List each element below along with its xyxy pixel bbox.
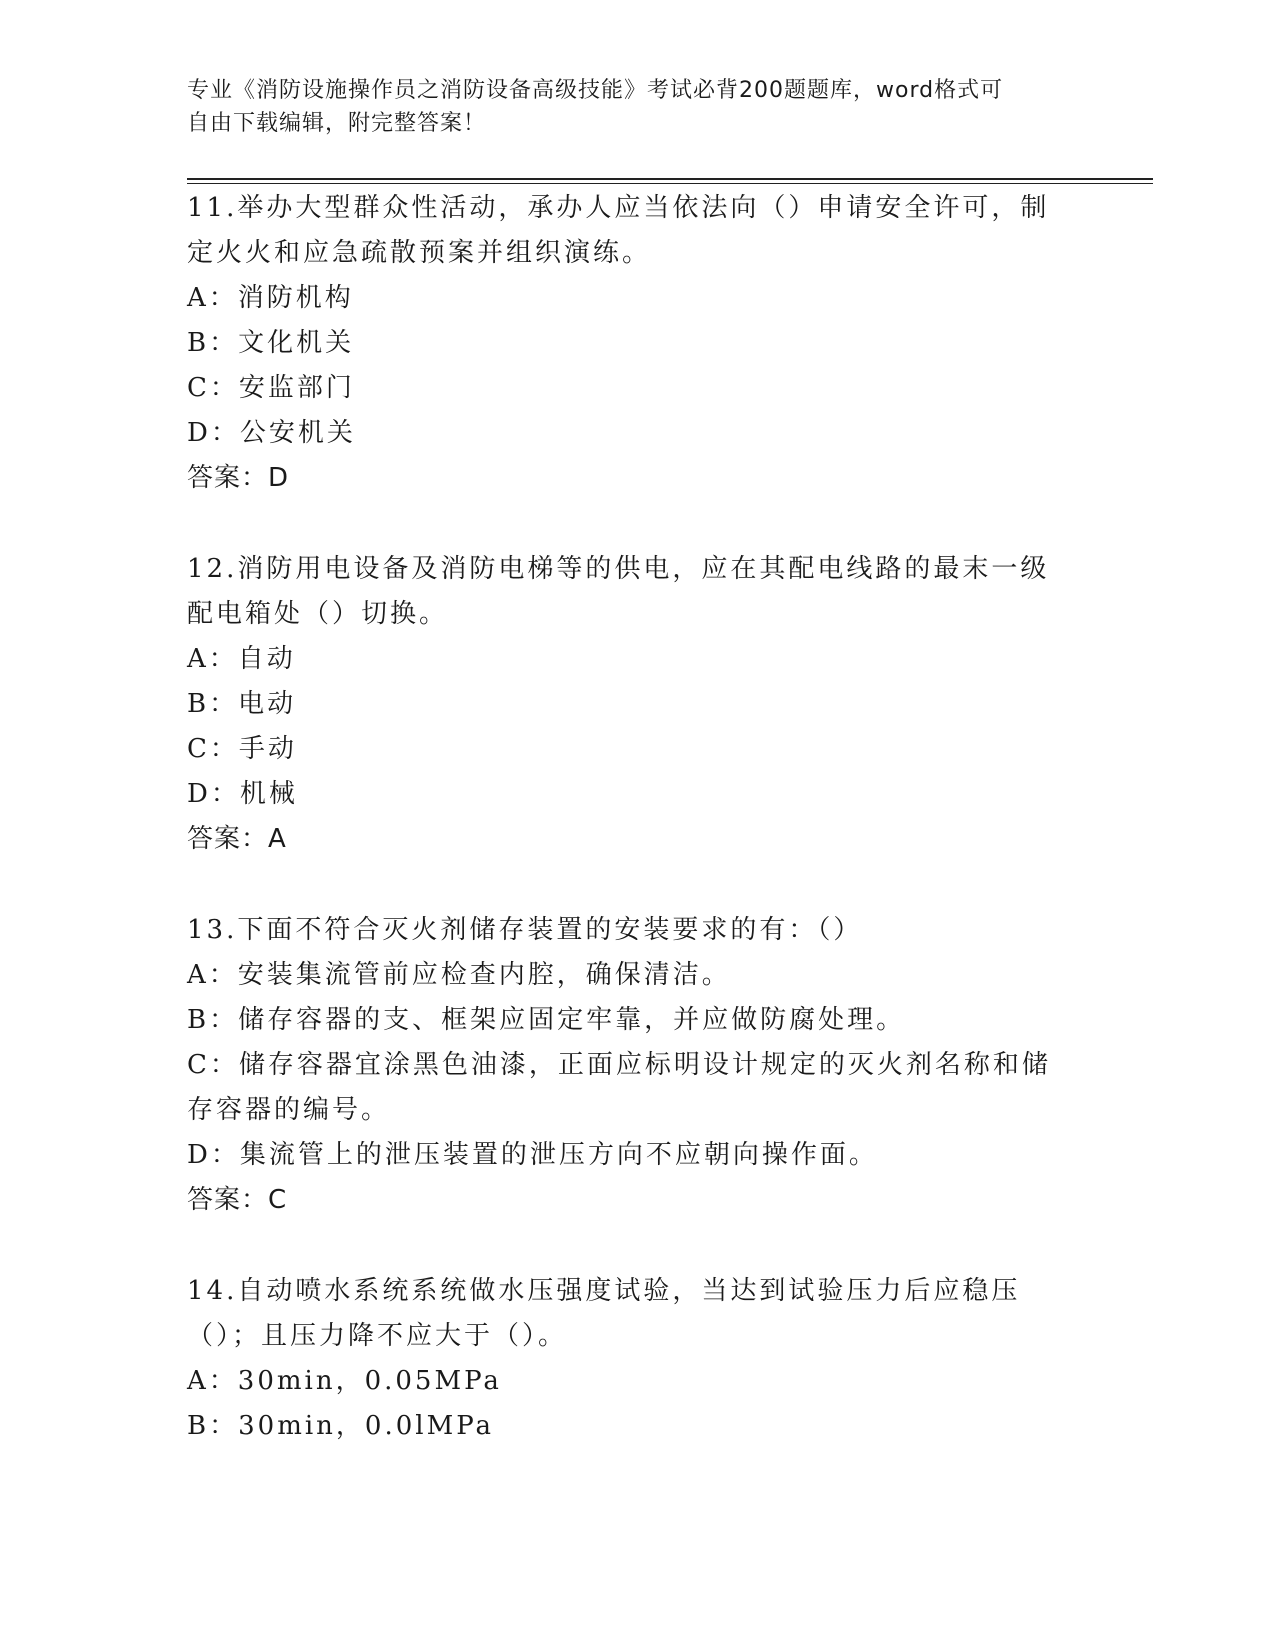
question-stem: 13.下面不符合灭火剂储存装置的安装要求的有：（） xyxy=(187,915,863,945)
question-12 xyxy=(187,547,1077,862)
header-divider-thick xyxy=(187,178,1153,180)
document-header xyxy=(187,74,1067,140)
option-d: D：机械 xyxy=(187,779,298,809)
answer-line: 答案：A xyxy=(187,824,287,854)
option-a: A：自动 xyxy=(187,644,296,674)
option-d: D：集流管上的泄压装置的泄压方向不应朝向操作面。 xyxy=(187,1140,878,1170)
header-divider-thin xyxy=(187,183,1153,184)
question-11 xyxy=(187,186,1077,501)
header-line-1: 专业《消防设施操作员之消防设备高级技能》考试必背200题题库，word格式可 xyxy=(187,78,1004,103)
option-c: C：安监部门 xyxy=(187,373,355,403)
option-b: B：文化机关 xyxy=(187,328,355,358)
answer-line: 答案：D xyxy=(187,463,290,493)
option-a: A：安装集流管前应检查内腔，确保清洁。 xyxy=(187,960,731,990)
option-b: B：30min，0.0lMPa xyxy=(187,1411,495,1441)
option-a: A：30min，0.05MPa xyxy=(187,1366,502,1396)
option-c: C：手动 xyxy=(187,734,297,764)
question-list xyxy=(187,186,1077,1495)
option-b: B：储存容器的支、框架应固定牢靠，并应做防腐处理。 xyxy=(187,1005,906,1035)
option-c: C：储存容器宜涂黑色油漆，正面应标明设计规定的灭火剂名称和储存容器的编号。 xyxy=(187,1050,1051,1125)
question-stem: 12.消防用电设备及消防电梯等的供电，应在其配电线路的最末一级配电箱处（）切换。 xyxy=(187,554,1050,629)
question-stem: 14.自动喷水系统系统做水压强度试验，当达到试验压力后应稳压（）；且压力降不应大于（）。 xyxy=(187,1276,1021,1351)
option-d: D：公安机关 xyxy=(187,418,356,448)
header-line-2: 自由下载编辑，附完整答案！ xyxy=(187,111,487,136)
question-13 xyxy=(187,908,1077,1223)
question-14 xyxy=(187,1269,1077,1449)
option-b: B：电动 xyxy=(187,689,297,719)
option-a: A：消防机构 xyxy=(187,283,354,313)
question-stem: 11.举办大型群众性活动，承办人应当依法向（）申请安全许可，制定火火和应急疏散预案并组织演练。 xyxy=(187,193,1050,268)
answer-line: 答案：C xyxy=(187,1185,288,1215)
